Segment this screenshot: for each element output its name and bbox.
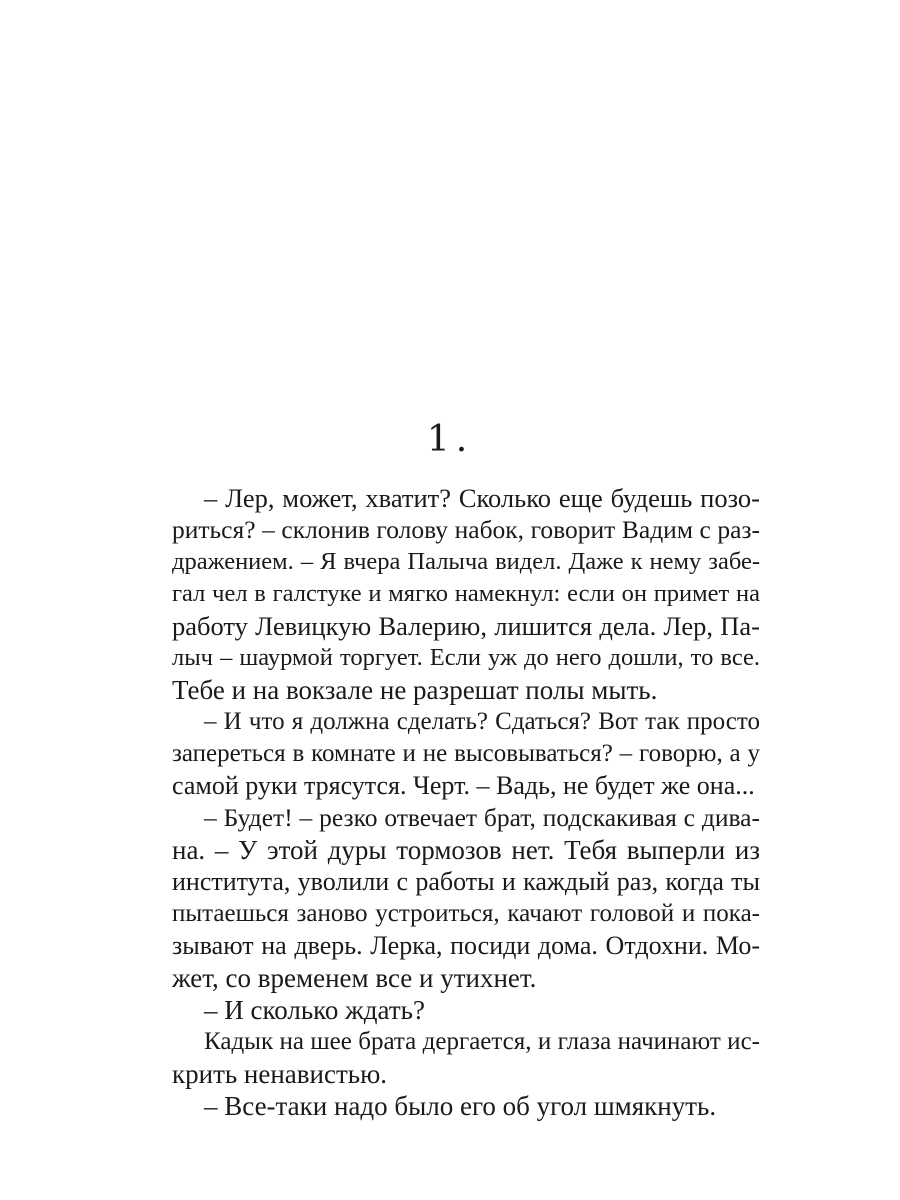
text-line: института, уволили с работы и каждый раз, когда ты [172,867,760,896]
text-line: – Все-таки надо было его об угол шмякнуть. [204,1091,717,1121]
text-line: зывают на дверь. Лерка, посиди дома. Отдохни. Мо- [172,931,760,960]
chapter-heading: 1. [426,419,474,460]
text-line: риться? – склонив голову набок, говорит Вадим с раз- [172,515,760,544]
text-line: лыч – шаурмой торгует. Если уж до него дошли, то все. [172,644,760,671]
paragraph [140,482,760,706]
text-line: – И сколько ждать? [204,995,425,1025]
text-line: на. – У этой дуры тормозов нет. Тебя выперли из [172,835,760,865]
text-line: пытаешься заново устроиться, качают головой и пока- [172,900,760,927]
text-line: – Будет! – резко отвечает брат, подскакивая с дива- [204,803,760,832]
text-line: гал чел в галстуке и мягко намекнул: если он примет на [172,580,760,607]
text-line: – И что я должна сделать? Сдаться? Вот так просто [204,708,760,735]
text-line: жет, со временем все и утихнет. [172,963,537,993]
paragraph [140,1026,760,1090]
paragraph [140,802,760,994]
text-line: – Лер, может, хватит? Сколько еще будешь позо- [204,483,760,513]
paragraph [140,706,760,802]
text-line: Кадык на шее брата дергается, и глаза начинают ис- [204,1028,760,1055]
paragraph [140,1090,760,1122]
chapter-body [140,482,760,1122]
paragraph [140,994,760,1026]
text-line: крить ненавистью. [172,1059,388,1089]
text-line: Тебе и на вокзале не разрешат полы мыть. [172,675,658,705]
text-line: работу Левицкую Валерию, лишится дела. Лер, Па- [172,611,760,641]
text-line: запереться в комнате и не высовываться? – говорю, а у [172,740,760,767]
text-line: самой руки трясутся. Черт. – Вадь, не будет же она... [172,771,755,800]
text-line: дражением. – Я вчера Палыча видел. Даже к нему забе- [172,548,760,575]
